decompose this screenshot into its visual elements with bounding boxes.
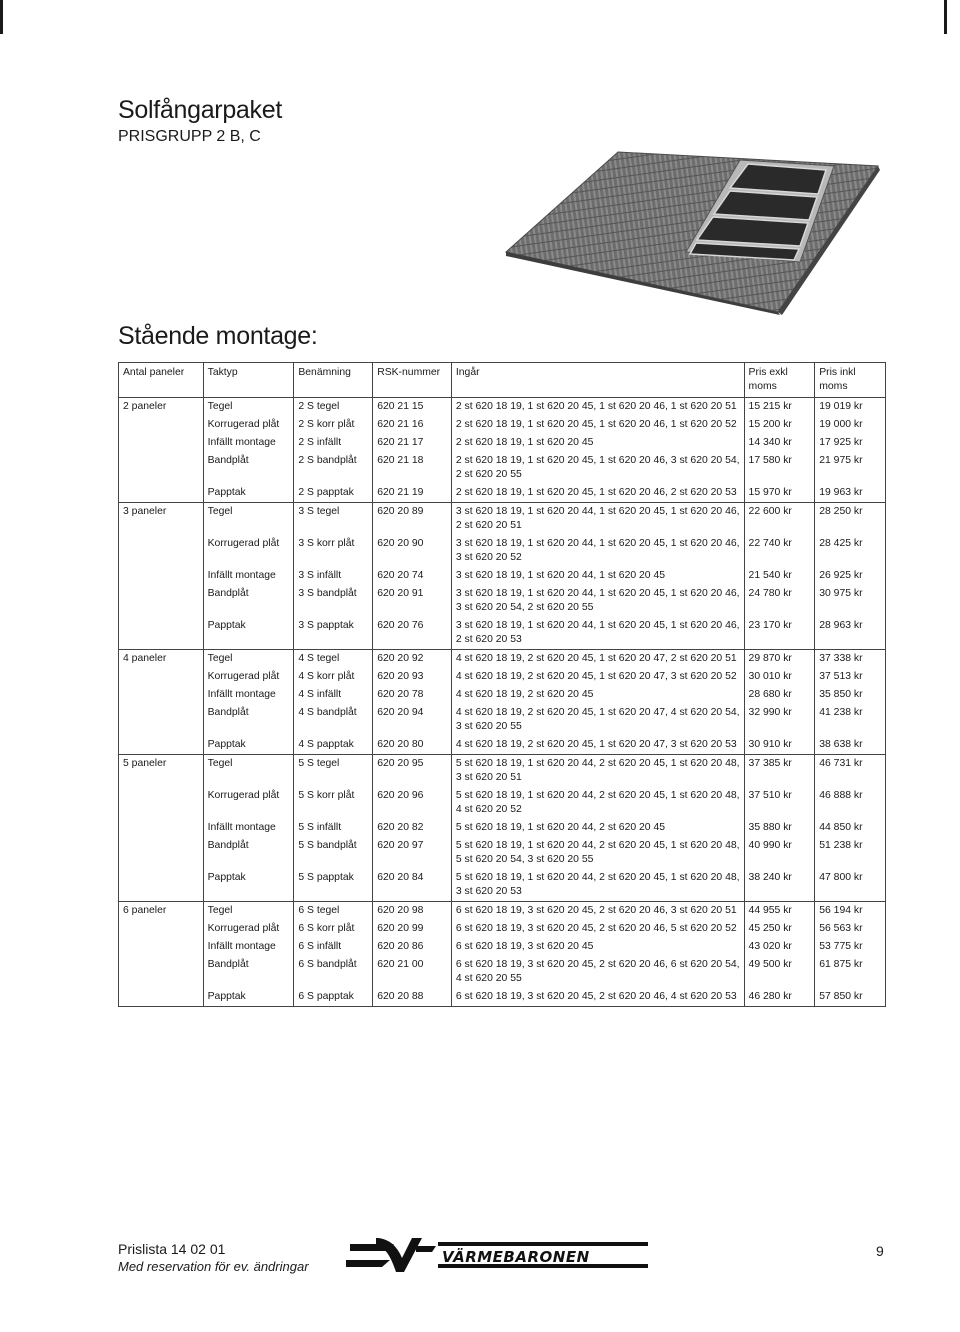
cell-benamning: 2 S papptak — [294, 484, 373, 503]
cell-taktyp: Papptak — [203, 484, 294, 503]
cell-rsk: 620 21 19 — [373, 484, 452, 503]
cell-rsk: 620 20 89 — [373, 503, 452, 536]
cell-rsk: 620 21 00 — [373, 956, 452, 988]
price-list-date: Prislista 14 02 01 — [118, 1241, 226, 1257]
cell-rsk: 620 20 90 — [373, 535, 452, 567]
cell-inkl: 47 800 kr — [815, 869, 886, 902]
cell-taktyp: Bandplåt — [203, 452, 294, 484]
table-row — [119, 755, 886, 788]
cell-benamning: 5 S infällt — [294, 819, 373, 837]
cell-inkl: 46 888 kr — [815, 787, 886, 819]
column-header: Taktyp — [203, 363, 294, 398]
table-row — [119, 686, 886, 704]
cell-inkl: 21 975 kr — [815, 452, 886, 484]
cell-benamning: 5 S korr plåt — [294, 787, 373, 819]
table-row — [119, 938, 886, 956]
cell-rsk: 620 20 80 — [373, 736, 452, 755]
cell-inkl: 37 513 kr — [815, 668, 886, 686]
cell-rsk: 620 21 18 — [373, 452, 452, 484]
cell-benamning: 5 S papptak — [294, 869, 373, 902]
cell-exkl: 14 340 kr — [744, 434, 815, 452]
panel-count-cell: 6 paneler — [119, 902, 204, 1007]
crop-mark-right — [944, 0, 947, 34]
cell-ingar: 2 st 620 18 19, 1 st 620 20 45, 1 st 620 20 46, 1 st 620 20 52 — [451, 416, 744, 434]
cell-ingar: 2 st 620 18 19, 1 st 620 20 45 — [451, 434, 744, 452]
cell-exkl: 45 250 kr — [744, 920, 815, 938]
cell-inkl: 28 425 kr — [815, 535, 886, 567]
cell-inkl: 61 875 kr — [815, 956, 886, 988]
cell-benamning: 3 S tegel — [294, 503, 373, 536]
cell-inkl: 30 975 kr — [815, 585, 886, 617]
cell-exkl: 21 540 kr — [744, 567, 815, 585]
column-header: Pris inkl moms — [815, 363, 886, 398]
cell-taktyp: Infällt montage — [203, 819, 294, 837]
cell-rsk: 620 20 82 — [373, 819, 452, 837]
cell-exkl: 38 240 kr — [744, 869, 815, 902]
crop-mark-left — [0, 0, 3, 34]
footer-left — [118, 1241, 309, 1274]
cell-exkl: 28 680 kr — [744, 686, 815, 704]
cell-benamning: 2 S tegel — [294, 398, 373, 417]
cell-ingar: 4 st 620 18 19, 2 st 620 20 45, 1 st 620 20 47, 4 st 620 20 54, 3 st 620 20 55 — [451, 704, 744, 736]
cell-taktyp: Tegel — [203, 398, 294, 417]
cell-inkl: 56 194 kr — [815, 902, 886, 921]
column-header: Ingår — [451, 363, 744, 398]
cell-taktyp: Tegel — [203, 503, 294, 536]
reservation-note: Med reservation för ev. ändringar — [118, 1259, 309, 1274]
cell-rsk: 620 20 98 — [373, 902, 452, 921]
cell-exkl: 22 600 kr — [744, 503, 815, 536]
price-table — [118, 362, 886, 1007]
cell-ingar: 3 st 620 18 19, 1 st 620 20 44, 1 st 620 20 45 — [451, 567, 744, 585]
cell-taktyp: Infällt montage — [203, 686, 294, 704]
page-title: Solfångarpaket — [118, 96, 282, 124]
cell-ingar: 5 st 620 18 19, 1 st 620 20 44, 2 st 620 20 45, 1 st 620 20 48, 3 st 620 20 51 — [451, 755, 744, 788]
cell-inkl: 19 963 kr — [815, 484, 886, 503]
column-header: Pris exkl moms — [744, 363, 815, 398]
cell-benamning: 6 S papptak — [294, 988, 373, 1007]
cell-benamning: 3 S papptak — [294, 617, 373, 650]
cell-exkl: 43 020 kr — [744, 938, 815, 956]
cell-exkl: 46 280 kr — [744, 988, 815, 1007]
cell-inkl: 17 925 kr — [815, 434, 886, 452]
cell-exkl: 22 740 kr — [744, 535, 815, 567]
cell-inkl: 19 000 kr — [815, 416, 886, 434]
table-row — [119, 787, 886, 819]
table-row — [119, 484, 886, 503]
cell-exkl: 49 500 kr — [744, 956, 815, 988]
cell-benamning: 4 S infällt — [294, 686, 373, 704]
table-row — [119, 819, 886, 837]
cell-exkl: 29 870 kr — [744, 650, 815, 669]
cell-benamning: 3 S bandplåt — [294, 585, 373, 617]
cell-exkl: 35 880 kr — [744, 819, 815, 837]
cell-taktyp: Tegel — [203, 755, 294, 788]
table-row — [119, 869, 886, 902]
cell-inkl: 57 850 kr — [815, 988, 886, 1007]
cell-benamning: 4 S papptak — [294, 736, 373, 755]
cell-rsk: 620 20 92 — [373, 650, 452, 669]
table-row — [119, 617, 886, 650]
cell-rsk: 620 20 91 — [373, 585, 452, 617]
cell-taktyp: Tegel — [203, 650, 294, 669]
cell-taktyp: Korrugerad plåt — [203, 920, 294, 938]
cell-ingar: 4 st 620 18 19, 2 st 620 20 45, 1 st 620 20 47, 3 st 620 20 53 — [451, 736, 744, 755]
roof-solar-panel-illustration — [500, 140, 880, 315]
cell-exkl: 17 580 kr — [744, 452, 815, 484]
cell-rsk: 620 20 97 — [373, 837, 452, 869]
cell-benamning: 6 S bandplåt — [294, 956, 373, 988]
cell-rsk: 620 20 76 — [373, 617, 452, 650]
cell-ingar: 6 st 620 18 19, 3 st 620 20 45, 2 st 620 20 46, 3 st 620 20 51 — [451, 902, 744, 921]
cell-ingar: 4 st 620 18 19, 2 st 620 20 45, 1 st 620 20 47, 2 st 620 20 51 — [451, 650, 744, 669]
cell-inkl: 46 731 kr — [815, 755, 886, 788]
table-row — [119, 398, 886, 417]
cell-ingar: 3 st 620 18 19, 1 st 620 20 44, 1 st 620 20 45, 1 st 620 20 46, 2 st 620 20 53 — [451, 617, 744, 650]
table-row — [119, 535, 886, 567]
cell-ingar: 4 st 620 18 19, 2 st 620 20 45 — [451, 686, 744, 704]
cell-inkl: 19 019 kr — [815, 398, 886, 417]
cell-benamning: 4 S tegel — [294, 650, 373, 669]
table-row — [119, 503, 886, 536]
cell-benamning: 6 S infällt — [294, 938, 373, 956]
cell-rsk: 620 20 96 — [373, 787, 452, 819]
page-number: 9 — [876, 1243, 884, 1259]
cell-rsk: 620 20 86 — [373, 938, 452, 956]
table-row — [119, 704, 886, 736]
cell-exkl: 40 990 kr — [744, 837, 815, 869]
logo-wordmark: VÄRMEBARONEN — [442, 1248, 590, 1266]
cell-inkl: 28 250 kr — [815, 503, 886, 536]
cell-inkl: 41 238 kr — [815, 704, 886, 736]
cell-ingar: 5 st 620 18 19, 1 st 620 20 44, 2 st 620 20 45, 1 st 620 20 48, 5 st 620 20 54, 3 st 620 20 55 — [451, 837, 744, 869]
cell-taktyp: Bandplåt — [203, 837, 294, 869]
cell-rsk: 620 21 15 — [373, 398, 452, 417]
column-header: Benämning — [294, 363, 373, 398]
table-row — [119, 988, 886, 1007]
cell-ingar: 3 st 620 18 19, 1 st 620 20 44, 1 st 620 20 45, 1 st 620 20 46, 2 st 620 20 51 — [451, 503, 744, 536]
cell-inkl: 53 775 kr — [815, 938, 886, 956]
cell-benamning: 4 S korr plåt — [294, 668, 373, 686]
cell-rsk: 620 20 99 — [373, 920, 452, 938]
cell-ingar: 5 st 620 18 19, 1 st 620 20 44, 2 st 620 20 45, 1 st 620 20 48, 3 st 620 20 53 — [451, 869, 744, 902]
cell-inkl: 28 963 kr — [815, 617, 886, 650]
table-row — [119, 585, 886, 617]
cell-taktyp: Korrugerad plåt — [203, 787, 294, 819]
panel-count-cell: 3 paneler — [119, 503, 204, 650]
cell-benamning: 5 S tegel — [294, 755, 373, 788]
cell-taktyp: Papptak — [203, 736, 294, 755]
cell-exkl: 15 970 kr — [744, 484, 815, 503]
cell-benamning: 2 S korr plåt — [294, 416, 373, 434]
cell-ingar: 5 st 620 18 19, 1 st 620 20 44, 2 st 620 20 45, 1 st 620 20 48, 4 st 620 20 52 — [451, 787, 744, 819]
table-row — [119, 956, 886, 988]
cell-rsk: 620 20 93 — [373, 668, 452, 686]
table-row — [119, 434, 886, 452]
cell-rsk: 620 21 17 — [373, 434, 452, 452]
cell-rsk: 620 20 94 — [373, 704, 452, 736]
cell-benamning: 4 S bandplåt — [294, 704, 373, 736]
cell-inkl: 35 850 kr — [815, 686, 886, 704]
cell-benamning: 5 S bandplåt — [294, 837, 373, 869]
cell-taktyp: Papptak — [203, 988, 294, 1007]
cell-exkl: 37 385 kr — [744, 755, 815, 788]
cell-ingar: 2 st 620 18 19, 1 st 620 20 45, 1 st 620 20 46, 2 st 620 20 53 — [451, 484, 744, 503]
varmebaronen-logo — [346, 1234, 658, 1278]
cell-exkl: 15 215 kr — [744, 398, 815, 417]
cell-exkl: 24 780 kr — [744, 585, 815, 617]
panel-count-cell: 4 paneler — [119, 650, 204, 755]
panel-count-cell: 2 paneler — [119, 398, 204, 503]
table-body — [119, 398, 886, 1007]
cell-taktyp: Bandplåt — [203, 956, 294, 988]
table-row — [119, 736, 886, 755]
cell-taktyp: Korrugerad plåt — [203, 416, 294, 434]
table-row — [119, 668, 886, 686]
cell-taktyp: Infällt montage — [203, 567, 294, 585]
column-header: RSK-nummer — [373, 363, 452, 398]
cell-inkl: 38 638 kr — [815, 736, 886, 755]
cell-taktyp: Bandplåt — [203, 704, 294, 736]
cell-taktyp: Korrugerad plåt — [203, 535, 294, 567]
column-header: Antal paneler — [119, 363, 204, 398]
table-row — [119, 452, 886, 484]
cell-ingar: 6 st 620 18 19, 3 st 620 20 45, 2 st 620 20 46, 4 st 620 20 53 — [451, 988, 744, 1007]
table-row — [119, 920, 886, 938]
cell-rsk: 620 20 78 — [373, 686, 452, 704]
cell-ingar: 5 st 620 18 19, 1 st 620 20 44, 2 st 620 20 45 — [451, 819, 744, 837]
cell-inkl: 51 238 kr — [815, 837, 886, 869]
cell-rsk: 620 21 16 — [373, 416, 452, 434]
cell-rsk: 620 20 84 — [373, 869, 452, 902]
table-row — [119, 567, 886, 585]
cell-ingar: 2 st 620 18 19, 1 st 620 20 45, 1 st 620 20 46, 3 st 620 20 54, 2 st 620 20 55 — [451, 452, 744, 484]
cell-taktyp: Infällt montage — [203, 938, 294, 956]
cell-ingar: 3 st 620 18 19, 1 st 620 20 44, 1 st 620 20 45, 1 st 620 20 46, 3 st 620 20 52 — [451, 535, 744, 567]
page-subtitle: PRISGRUPP 2 B, C — [118, 128, 261, 145]
table-header-row — [119, 363, 886, 398]
cell-benamning: 3 S korr plåt — [294, 535, 373, 567]
table-row — [119, 416, 886, 434]
cell-taktyp: Infällt montage — [203, 434, 294, 452]
cell-inkl: 44 850 kr — [815, 819, 886, 837]
cell-exkl: 32 990 kr — [744, 704, 815, 736]
cell-inkl: 26 925 kr — [815, 567, 886, 585]
cell-taktyp: Tegel — [203, 902, 294, 921]
cell-ingar: 6 st 620 18 19, 3 st 620 20 45, 2 st 620 20 46, 6 st 620 20 54, 4 st 620 20 55 — [451, 956, 744, 988]
cell-inkl: 56 563 kr — [815, 920, 886, 938]
cell-exkl: 30 910 kr — [744, 736, 815, 755]
cell-benamning: 6 S korr plåt — [294, 920, 373, 938]
cell-benamning: 2 S bandplåt — [294, 452, 373, 484]
cell-exkl: 30 010 kr — [744, 668, 815, 686]
table-row — [119, 837, 886, 869]
cell-exkl: 23 170 kr — [744, 617, 815, 650]
cell-exkl: 44 955 kr — [744, 902, 815, 921]
cell-taktyp: Korrugerad plåt — [203, 668, 294, 686]
cell-rsk: 620 20 88 — [373, 988, 452, 1007]
cell-taktyp: Papptak — [203, 869, 294, 902]
cell-taktyp: Papptak — [203, 617, 294, 650]
cell-ingar: 6 st 620 18 19, 3 st 620 20 45, 2 st 620 20 46, 5 st 620 20 52 — [451, 920, 744, 938]
cell-taktyp: Bandplåt — [203, 585, 294, 617]
cell-ingar: 6 st 620 18 19, 3 st 620 20 45 — [451, 938, 744, 956]
table-row — [119, 902, 886, 921]
cell-ingar: 3 st 620 18 19, 1 st 620 20 44, 1 st 620 20 45, 1 st 620 20 46, 3 st 620 20 54, 2 st 620 20 55 — [451, 585, 744, 617]
cell-ingar: 4 st 620 18 19, 2 st 620 20 45, 1 st 620 20 47, 3 st 620 20 52 — [451, 668, 744, 686]
cell-rsk: 620 20 95 — [373, 755, 452, 788]
cell-exkl: 37 510 kr — [744, 787, 815, 819]
section-title: Stående montage: — [118, 322, 318, 350]
cell-benamning: 3 S infällt — [294, 567, 373, 585]
table-row — [119, 650, 886, 669]
cell-benamning: 2 S infällt — [294, 434, 373, 452]
cell-inkl: 37 338 kr — [815, 650, 886, 669]
panel-count-cell: 5 paneler — [119, 755, 204, 902]
cell-benamning: 6 S tegel — [294, 902, 373, 921]
cell-ingar: 2 st 620 18 19, 1 st 620 20 45, 1 st 620 20 46, 1 st 620 20 51 — [451, 398, 744, 417]
cell-exkl: 15 200 kr — [744, 416, 815, 434]
cell-rsk: 620 20 74 — [373, 567, 452, 585]
